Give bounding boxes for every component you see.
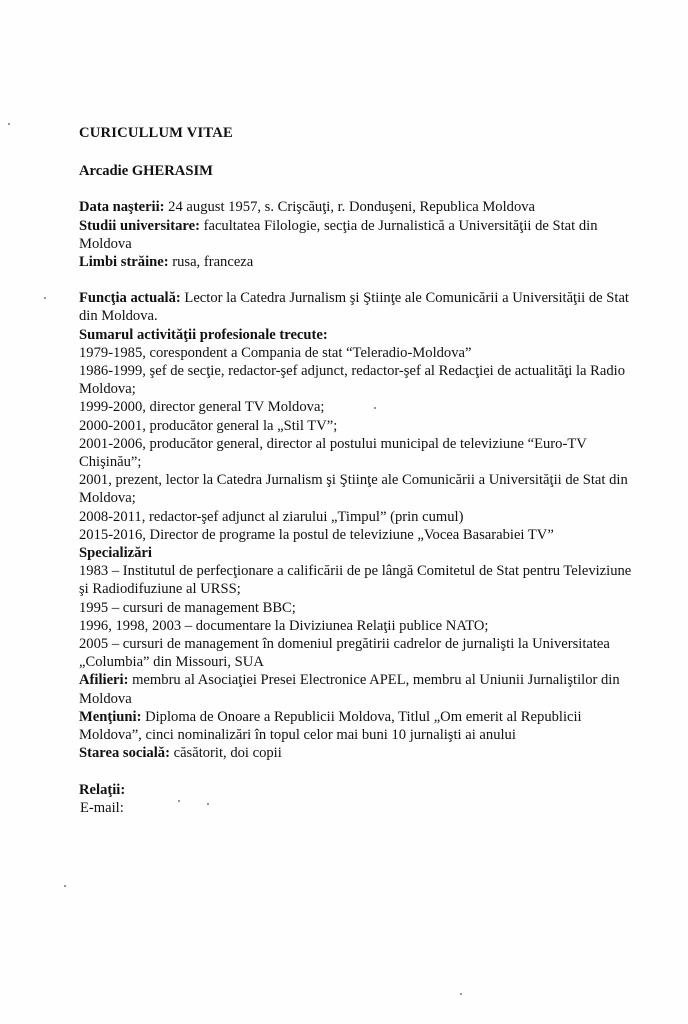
activity-item: 2001-2006, producător general, director al postului municipal de televiziune “Euro-TV Chişinău”;	[79, 435, 587, 471]
activity-item: 1999-2000, director general TV Moldova;	[79, 399, 325, 416]
specialization-item: 1996, 1998, 2003 – documentare la Diviziunea Relaţii publice NATO;	[79, 617, 489, 634]
scan-speck	[8, 123, 10, 125]
birth-date-value: 24 august 1957, s. Crişcăuţi, r. Donduşeni, Republica Moldova	[164, 199, 536, 216]
activity-item: 2000-2001, producător general la „Stil TV”;	[79, 417, 338, 434]
affiliations-value: membru al Asociaţiei Presei Electronice APEL, membru al Uniunii Jurnaliştilor din Moldova	[79, 672, 620, 707]
current-function-value: Lector la Catedra Jurnalism şi Ştiinţe ale Comunicării a Universităţii de Stat din Moldova.	[79, 290, 629, 325]
past-activity-heading: Sumarul activităţii profesionale trecute:	[79, 326, 328, 343]
mentions-label: Menţiuni:	[79, 708, 142, 725]
foreign-languages	[79, 253, 639, 271]
birth-date-label: Data naşterii:	[79, 199, 165, 216]
document-title: CURICULLUM VITAE	[79, 125, 233, 141]
specialization-item: 1995 – cursuri de management BBC;	[79, 599, 296, 616]
birth-date	[79, 198, 639, 216]
social-status-label: Starea socială:	[79, 745, 170, 762]
university-studies-value: facultatea Filologie, secţia de Jurnalistică a Universităţii de Stat din Moldova	[79, 217, 598, 252]
university-studies	[79, 217, 639, 253]
social-status	[79, 744, 639, 762]
contacts-section	[79, 781, 639, 817]
cv-content	[79, 124, 639, 817]
specializations-heading: Specializări	[79, 545, 152, 562]
contacts-heading: Relaţii:	[79, 781, 126, 798]
social-status-value: căsătorit, doi copii	[169, 745, 282, 762]
specialization-item: 1983 – Institutul de perfecţionare a calificării de pe lângă Comitetul de Stat pentru Televiziune şi Radiodifuziune al URSS;	[79, 563, 632, 598]
scan-speck	[64, 885, 66, 887]
scan-speck	[460, 993, 462, 995]
current-function	[79, 289, 639, 325]
activity-item: 2015-2016, Director de programe la postul de televiziune „Vocea Basarabiei TV”	[79, 526, 554, 543]
person-name: Arcadie GHERASIM	[79, 163, 213, 180]
activity-item: 2008-2011, redactor-şef adjunct al ziarului „Timpul” (prin cumul)	[79, 508, 464, 525]
university-studies-label: Studii universitare:	[79, 217, 200, 234]
affiliations-label: Afilieri:	[79, 672, 129, 689]
affiliations	[79, 671, 639, 707]
current-function-label: Funcţia actuală:	[79, 290, 181, 307]
activity-item: 1979-1985, corespondent a Compania de stat “Teleradio-Moldova”	[79, 344, 472, 361]
foreign-languages-label: Limbi străine:	[79, 254, 169, 271]
email-label: E-mail:	[80, 799, 124, 816]
specialization-item: 2005 – cursuri de management în domeniul pregătirii cadrelor de jurnalişti la Universitatea „Columbia” din Missouri, SUA	[79, 636, 610, 671]
activity-item: 2001, prezent, lector la Catedra Jurnalism şi Ştiinţe ale Comunicării a Universităţii de Stat din Moldova;	[79, 472, 628, 507]
scan-speck	[44, 297, 46, 299]
foreign-languages-value: rusa, franceza	[168, 254, 254, 271]
activity-item: 1986-1999, şef de secţie, redactor-şef adjunct, redactor-şef al Redacţiei de actualităţi la Radio Moldova;	[79, 363, 626, 398]
mentions-value: Diploma de Onoare a Republicii Moldova, Titlul „Om emerit al Republicii Moldova”, cinci nominalizări în topul celor mai buni 10 jurnalişti ai anului	[79, 708, 582, 744]
mentions	[79, 708, 639, 744]
